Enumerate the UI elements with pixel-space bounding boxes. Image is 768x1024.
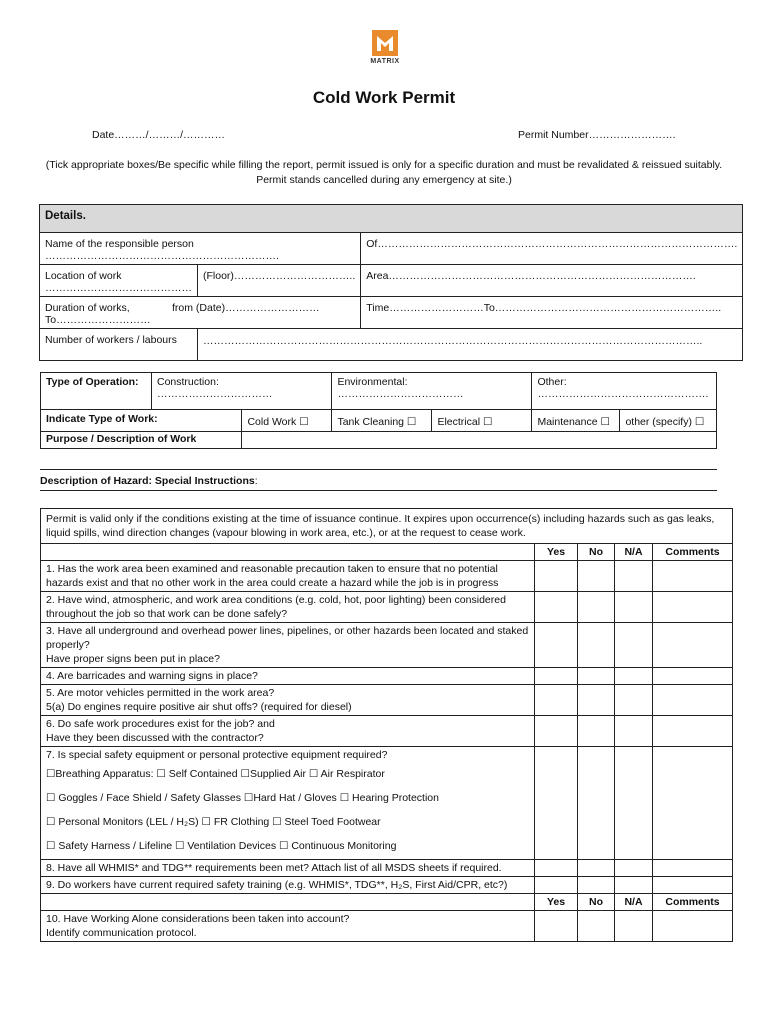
other-field[interactable] xyxy=(532,373,717,410)
q4-na-cell[interactable] xyxy=(615,668,653,685)
question-10-text: 10. Have Working Alone considerations been taken into account? xyxy=(46,913,350,925)
question-10-sub: Identify communication protocol. xyxy=(46,927,197,939)
checklist-row xyxy=(41,911,733,942)
question-8: 8. Have all WHMIS* and TDG** requirements been met? Attach list of all MSDS sheets if required. xyxy=(41,860,535,877)
checklist-row xyxy=(41,685,733,716)
q3-comments-cell[interactable] xyxy=(653,623,733,668)
ppe-option-line-2[interactable]: ☐ Goggles / Face Shield / Safety Glasses ☐Hard Hat / Gloves ☐ Hearing Protection xyxy=(46,792,439,804)
electrical-checkbox[interactable]: Electrical ☐ xyxy=(432,410,532,432)
hazard-label: Description of Hazard: Special Instructions xyxy=(40,475,255,487)
question-5 xyxy=(41,685,535,716)
maintenance-checkbox[interactable]: Maintenance ☐ xyxy=(532,410,620,432)
checklist-header-blank xyxy=(41,544,535,561)
ppe-option-line-3[interactable]: ☐ Personal Monitors (LEL / H₂S) ☐ FR Clothing ☐ Steel Toed Footwear xyxy=(46,816,381,828)
company-logo xyxy=(365,30,405,74)
question-3-text: 3. Have all underground and overhead power lines, pipelines, or other hazards been located and staked properly? xyxy=(46,625,529,651)
question-5a-text: 5(a) Do engines require positive air shut offs? (required for diesel) xyxy=(46,701,352,713)
question-3 xyxy=(41,623,535,668)
hazard-top-rule xyxy=(40,469,717,470)
purpose-field[interactable] xyxy=(242,432,717,449)
construction-field[interactable] xyxy=(152,373,332,410)
question-1: 1. Has the work area been examined and reasonable precaution taken to ensure that no potential hazards exist and that no other work in the area could create a hazard while the job is in progress xyxy=(41,561,535,592)
q8-no-cell[interactable] xyxy=(578,860,615,877)
q9-yes-cell[interactable] xyxy=(535,877,578,894)
operations-table xyxy=(40,372,717,449)
q5-comments-cell[interactable] xyxy=(653,685,733,716)
question-6 xyxy=(41,716,535,747)
of-field[interactable]: Of…………………………………………………………………………………………. xyxy=(361,233,743,265)
area-field[interactable]: Area……………………………………………………………………………. xyxy=(361,265,743,297)
checklist-row xyxy=(41,860,733,877)
other-specify-checkbox[interactable]: other (specify) ☐ xyxy=(620,410,717,432)
page-title: Cold Work Permit xyxy=(312,88,456,107)
question-4: 4. Are barricades and warning signs in place? xyxy=(41,668,535,685)
q4-yes-cell[interactable] xyxy=(535,668,578,685)
question-9: 9. Do workers have current required safety training (e.g. WHMIS*, TDG**, H₂S, First Aid/CPR, etc?) xyxy=(41,877,535,894)
checklist-row xyxy=(41,592,733,623)
details-header: Details. xyxy=(40,205,743,233)
q7-na-cell[interactable] xyxy=(615,747,653,860)
cold-work-checkbox[interactable]: Cold Work ☐ xyxy=(242,410,332,432)
q8-yes-cell[interactable] xyxy=(535,860,578,877)
from-date-field[interactable]: from (Date)………………………To……………………… xyxy=(45,302,320,326)
ppe-option-line-4[interactable]: ☐ Safety Harness / Lifeline ☐ Ventilation Devices ☐ Continuous Monitoring xyxy=(46,840,397,852)
environmental-dots: ……………………………… xyxy=(337,388,464,400)
checklist-row xyxy=(41,747,733,860)
workers-field[interactable]: …………………………………………………………………………………………………………………………….. xyxy=(198,329,743,361)
q10-comments-cell[interactable] xyxy=(653,911,733,942)
col-na-2: N/A xyxy=(615,894,653,911)
q5-na-cell[interactable] xyxy=(615,685,653,716)
q3-no-cell[interactable] xyxy=(578,623,615,668)
q3-yes-cell[interactable] xyxy=(535,623,578,668)
checklist-header-blank-2 xyxy=(41,894,535,911)
q1-yes-cell[interactable] xyxy=(535,561,578,592)
question-10 xyxy=(41,911,535,942)
question-6-text: 6. Do safe work procedures exist for the job? and xyxy=(46,718,275,730)
q3-na-cell[interactable] xyxy=(615,623,653,668)
q8-na-cell[interactable] xyxy=(615,860,653,877)
col-comments: Comments xyxy=(653,544,733,561)
validity-note: Permit is valid only if the conditions existing at the time of issuance continue. It expires upon occurrence(s) including hazards such as gas leaks, liquid spills, wind direction changes (vapour blowing in work area, etc.), or at the request to cease work. xyxy=(41,509,733,544)
q2-comments-cell[interactable] xyxy=(653,592,733,623)
indicate-type-label: Indicate Type of Work: xyxy=(41,410,242,432)
duration-row[interactable] xyxy=(40,297,361,329)
q9-no-cell[interactable] xyxy=(578,877,615,894)
hazard-heading xyxy=(40,475,258,487)
location-field[interactable]: Location of work …………………………………… xyxy=(40,265,198,297)
floor-field[interactable]: (Floor)…………………………….. xyxy=(198,265,361,297)
q1-na-cell[interactable] xyxy=(615,561,653,592)
duration-label: Duration of works, xyxy=(45,302,130,314)
q5-yes-cell[interactable] xyxy=(535,685,578,716)
question-6-sub: Have they been discussed with the contractor? xyxy=(46,732,264,744)
other-label: Other: xyxy=(537,376,567,388)
q2-yes-cell[interactable] xyxy=(535,592,578,623)
q5-no-cell[interactable] xyxy=(578,685,615,716)
q6-no-cell[interactable] xyxy=(578,716,615,747)
hazard-colon: : xyxy=(254,475,258,487)
tank-cleaning-checkbox[interactable]: Tank Cleaning ☐ xyxy=(332,410,432,432)
question-3-sub: Have proper signs been put in place? xyxy=(46,653,220,665)
construction-dots: …………………………… xyxy=(157,388,273,400)
col-no: No xyxy=(578,544,615,561)
col-comments-2: Comments xyxy=(653,894,733,911)
instructions-note xyxy=(30,158,738,188)
col-yes-2: Yes xyxy=(535,894,578,911)
time-field[interactable]: Time………………………To……………………………………………………….. xyxy=(361,297,743,329)
other-dots: …………………………………………. xyxy=(537,388,709,400)
purpose-label: Purpose / Description of Work xyxy=(41,432,242,449)
checklist-row xyxy=(41,716,733,747)
question-7-text: 7. Is special safety equipment or personal protective equipment required? xyxy=(46,749,388,761)
col-na: N/A xyxy=(615,544,653,561)
checklist-row xyxy=(41,877,733,894)
checklist-row xyxy=(41,623,733,668)
construction-label: Construction: xyxy=(157,376,219,388)
question-2: 2. Have wind, atmospheric, and work area conditions (e.g. cold, hot, poor lighting) been considered throughout the job so that work can be done safely? xyxy=(41,592,535,623)
q8-comments-cell[interactable] xyxy=(653,860,733,877)
details-table xyxy=(39,204,743,361)
col-yes: Yes xyxy=(535,544,578,561)
date-field[interactable]: Date………/………/………… xyxy=(92,129,226,141)
q7-no-cell[interactable] xyxy=(578,747,615,860)
note-line-1: (Tick appropriate boxes/Be specific while filling the report, permit issued is only for a specific duration and must be revalidated & reissued suitably. xyxy=(45,159,723,171)
matrix-logo-icon xyxy=(372,30,398,56)
workers-label: Number of workers / labours xyxy=(40,329,198,361)
q9-comments-cell[interactable] xyxy=(653,877,733,894)
q10-na-cell[interactable] xyxy=(615,911,653,942)
question-5-text: 5. Are motor vehicles permitted in the work area? xyxy=(46,687,275,699)
responsible-person-field[interactable]: Name of the responsible person …………………………………………………………. xyxy=(40,233,361,265)
q6-comments-cell[interactable] xyxy=(653,716,733,747)
q1-comments-cell[interactable] xyxy=(653,561,733,592)
q7-yes-cell[interactable] xyxy=(535,747,578,860)
q6-yes-cell[interactable] xyxy=(535,716,578,747)
q10-yes-cell[interactable] xyxy=(535,911,578,942)
environmental-label: Environmental: xyxy=(337,376,408,388)
q2-no-cell[interactable] xyxy=(578,592,615,623)
q4-comments-cell[interactable] xyxy=(653,668,733,685)
q6-na-cell[interactable] xyxy=(615,716,653,747)
environmental-field[interactable] xyxy=(332,373,532,410)
logo-text: MATRIX xyxy=(370,58,400,65)
checklist-row xyxy=(41,561,733,592)
type-of-operation-label: Type of Operation: xyxy=(41,373,152,410)
hazard-bottom-rule xyxy=(40,490,717,491)
q2-na-cell[interactable] xyxy=(615,592,653,623)
q10-no-cell[interactable] xyxy=(578,911,615,942)
q9-na-cell[interactable] xyxy=(615,877,653,894)
q1-no-cell[interactable] xyxy=(578,561,615,592)
col-no-2: No xyxy=(578,894,615,911)
note-line-2: Permit stands cancelled during any emergency at site.) xyxy=(256,174,512,186)
permit-number-field[interactable]: Permit Number……………………. xyxy=(518,129,676,141)
checklist-table xyxy=(40,508,733,942)
question-7 xyxy=(41,747,535,860)
ppe-option-line-1[interactable]: ☐Breathing Apparatus: ☐ Self Contained ☐Supplied Air ☐ Air Respirator xyxy=(46,768,385,780)
q7-comments-cell[interactable] xyxy=(653,747,733,860)
q4-no-cell[interactable] xyxy=(578,668,615,685)
checklist-row xyxy=(41,668,733,685)
